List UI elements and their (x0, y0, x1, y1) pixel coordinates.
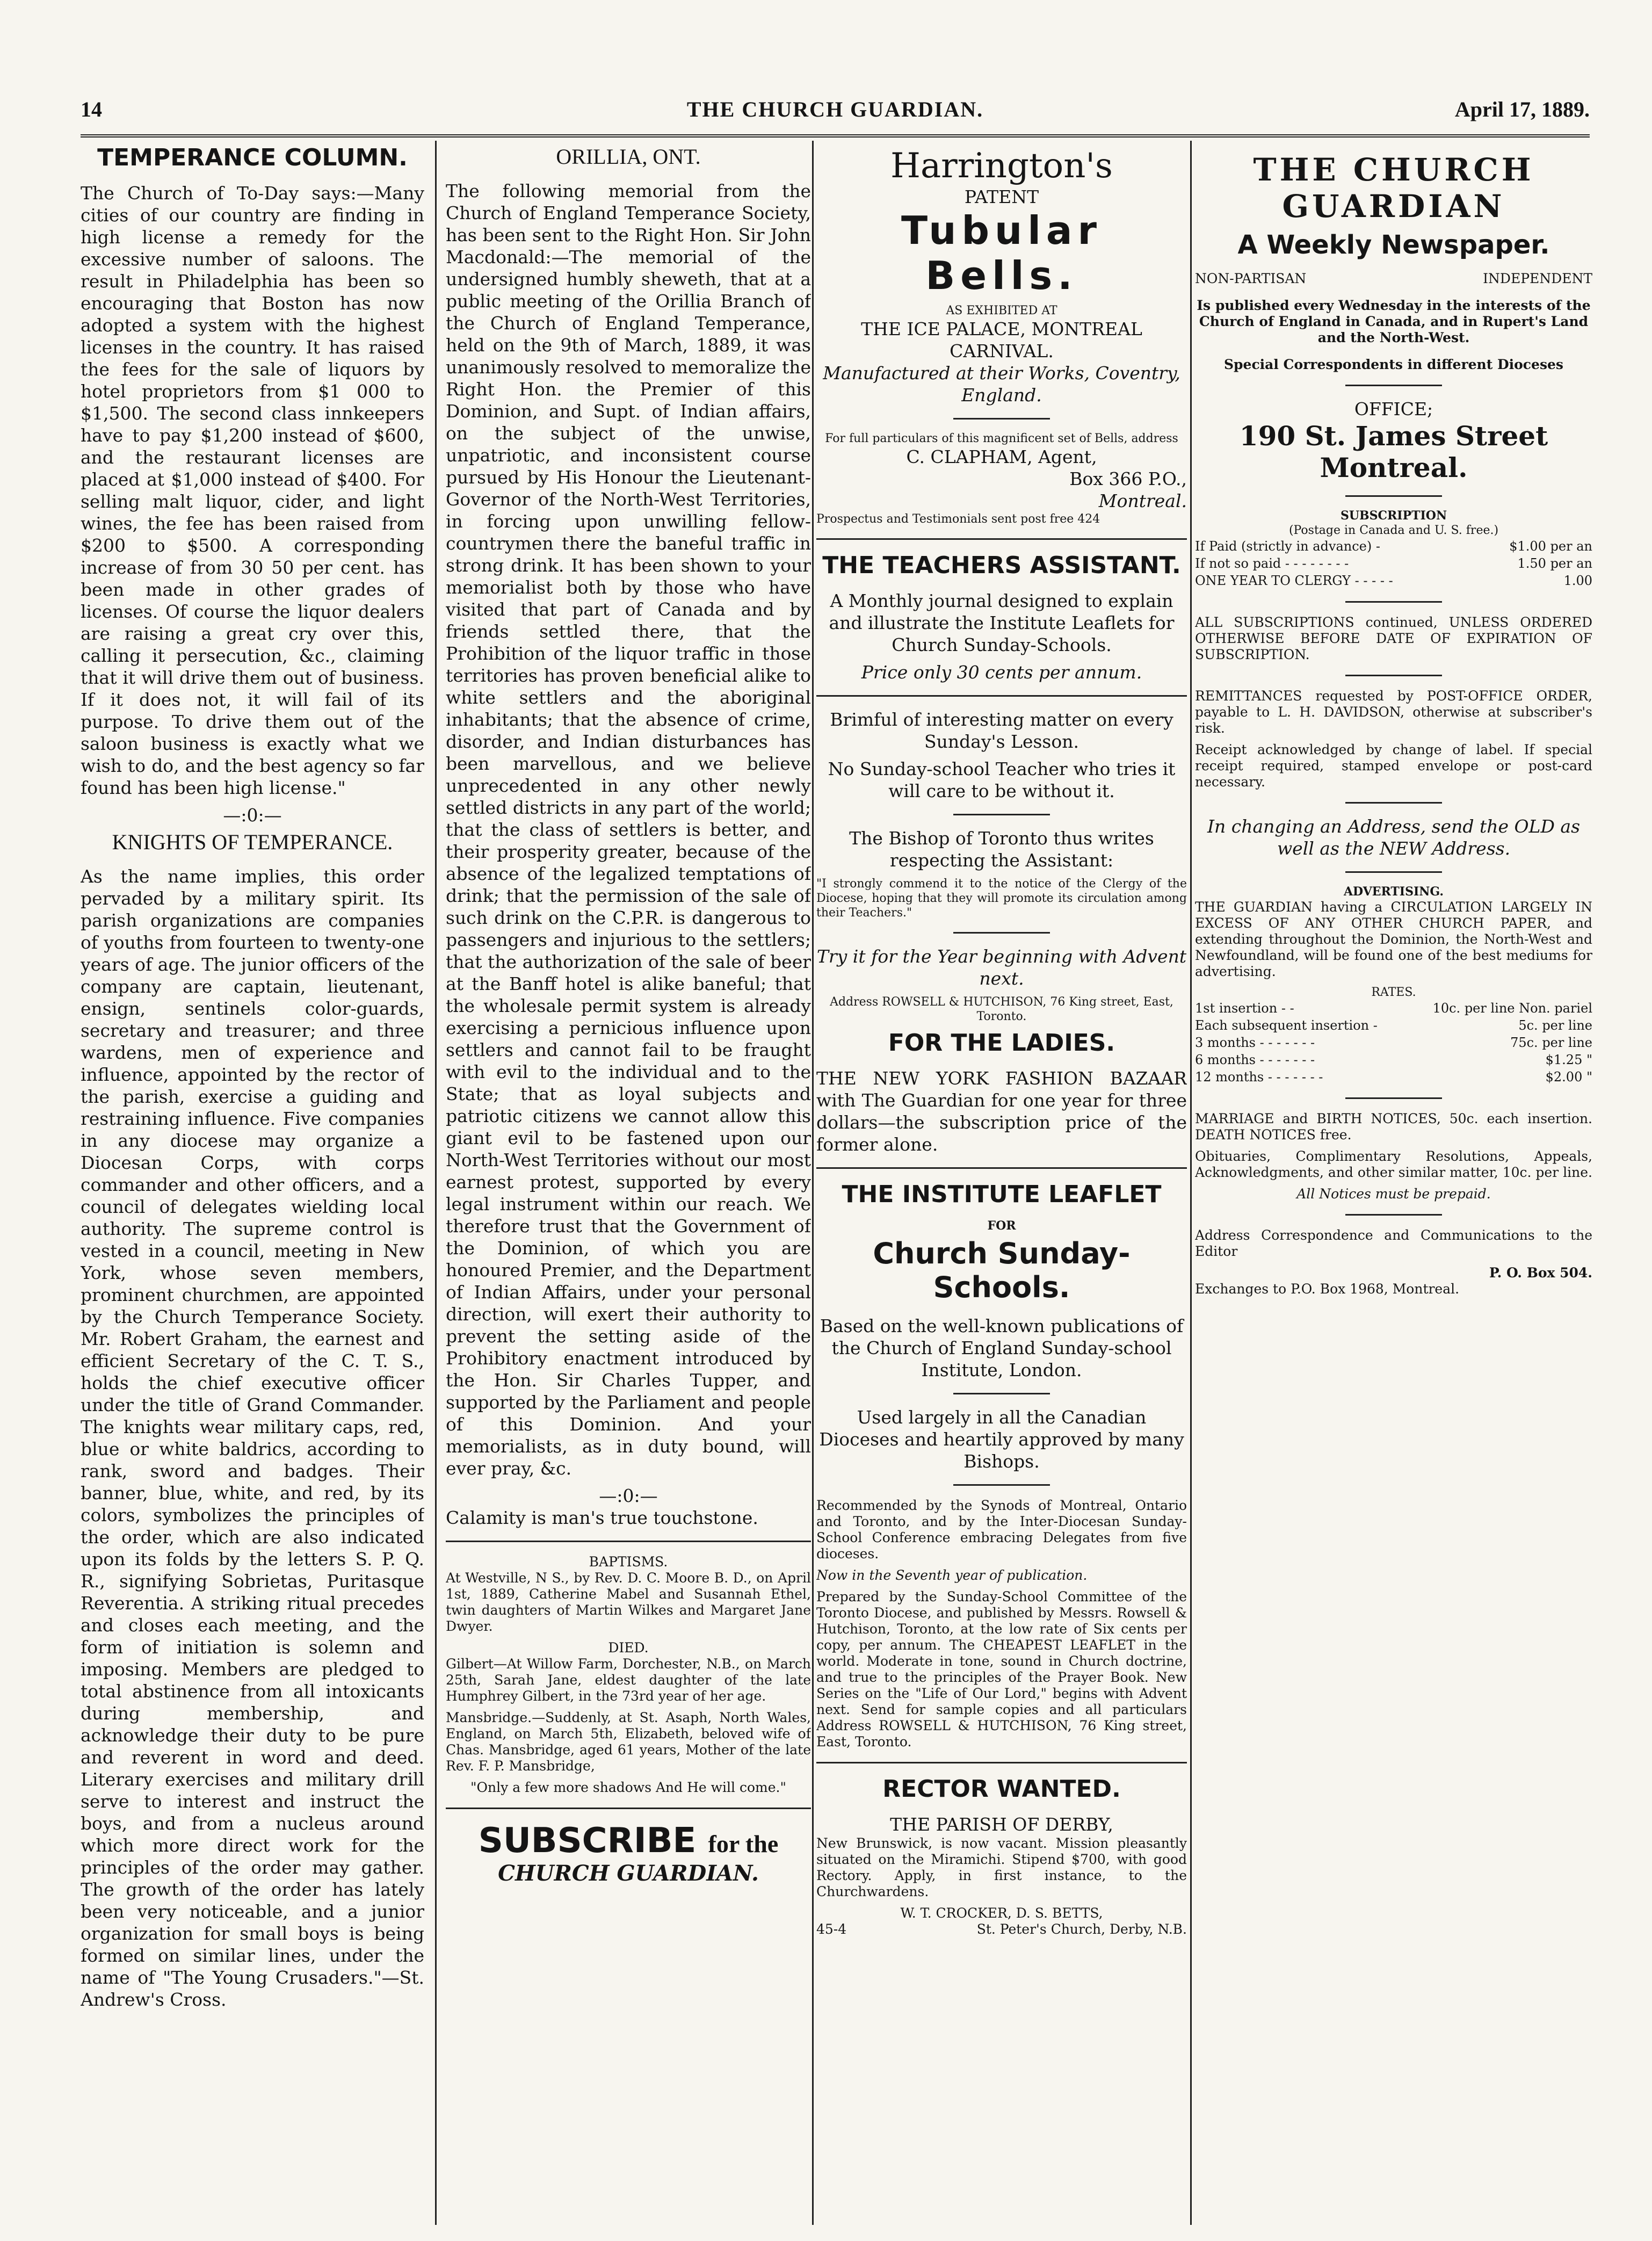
teachers-assistant-desc: A Monthly journal designed to explain and illustrate the Institute Leaflets for Church Sunday-Schools. (829, 590, 1175, 655)
teachers-assistant-price: Price only 30 cents per annum. (861, 662, 1142, 683)
rate-row (1195, 1051, 1592, 1068)
column-rule (435, 141, 437, 2225)
orillia-heading: ORILLIA, ONT. (556, 144, 701, 169)
agent-city: Montreal. (1098, 490, 1187, 511)
rowsell-address: Address ROWSELL & HUTCHISON, 76 King street, East, Toronto. (830, 995, 1173, 1023)
rate-row (1195, 1000, 1592, 1017)
institute-leaflet-heading: THE INSTITUTE LEAFLET (842, 1181, 1162, 1208)
divider (816, 695, 1187, 697)
teachers-assistant-heading: THE TEACHERS ASSISTANT. (822, 552, 1181, 579)
baptisms-heading: BAPTISMS. (589, 1554, 668, 1570)
subs-value: $1.00 per an (1509, 539, 1592, 554)
institute-recommended: Recommended by the Synods of Montreal, Ontario and Toronto, and by the Inter-Diocesan Sunday-School Conference embracing Delegates from five dioceses. (816, 1498, 1187, 1562)
advertising-heading: ADVERTISING. (1343, 885, 1444, 899)
rates-heading: RATES. (1371, 986, 1416, 999)
divider (1345, 495, 1442, 497)
all-subscriptions: ALL SUBSCRIPTIONS continued, UNLESS ORDERED OTHERWISE BEFORE DATE OF EXPIRATION OF SUBSCRIPTION. (1195, 615, 1592, 662)
divider (1345, 675, 1442, 676)
died-heading: DIED. (608, 1640, 649, 1656)
subscribe-for: for the (708, 1830, 779, 1857)
column-rule (1190, 141, 1192, 2225)
masthead: THE CHURCH GUARDIAN (1253, 151, 1534, 225)
divider (953, 1484, 1050, 1486)
harrington-title: Harrington's (890, 146, 1113, 186)
weekly-newspaper: A Weekly Newspaper. (1237, 230, 1550, 260)
running-head (81, 91, 1590, 138)
parish-derby: THE PARISH OF DERBY, (890, 1814, 1113, 1835)
baptisms-notice: At Westville, N S., by Rev. D. C. Moore B. D., on April 1st, 1889, Catherine Mabel and Susannah Ethel, twin daughters of Martin Wilkes and Margaret Jane Dwyer. (446, 1570, 811, 1634)
institute-seventh-year: Now in the Seventh year of publication. (816, 1567, 1088, 1583)
subscribe-paper: CHURCH GUARDIAN. (498, 1861, 759, 1886)
divider (816, 538, 1187, 540)
obituaries: Obituaries, Complimentary Resolutions, Appeals, Acknowledgments, and other similar matter, 10c. per line. (1195, 1148, 1592, 1180)
rate-value: 75c. per line (1510, 1035, 1592, 1050)
rate-value: $1.25 " (1545, 1052, 1592, 1067)
prepaid-note: All Notices must be prepaid. (1296, 1186, 1491, 1202)
subscription-heading: SUBSCRIPTION (1340, 509, 1447, 523)
teachers-assistant-brimful: Brimful of interesting matter on every Sunday's Lesson. (830, 709, 1173, 752)
orillia-memorial: The following memorial from the Church of England Temperance Society, has been sent to the Right Hon. Sir John Macdonald:—The memorial of the undersigned humbly sheweth, that at a public meeting of the Orillia Branch of the Church of England Temperance, held on the 9th of March, 1889, it was unanimously resolved to memoralize the Right Hon. the Premier of this Dominion, and Supt. of Indian affairs, on the subject of the unwise, unpatriotic, and inconsistent course pursued by His Honour the Lieutenant-Governor of the North-West Territories, in forcing upon unwilling fellow-countrymen there the baneful traffic in strong drink. It has been shown to your memorialist both by those who have visited that part of Canada and by friends settled there, that the Prohibition of the liquor traffic in those territories has proven beneficial alike to white settlers and the aboriginal inhabitants; that the absence of crime, disorder, and Indian disturbances has been marvellous, and we believe unprecedented in any other newly settled districts in any part of the world; that the class of settlers is better, and their prosperity greater, because of the absence of the legalized temptations of drink; that the permission of the sale of such drink on the C.P.R. is dangerous to passengers and injurious to the settlers; that the authorization of the sale of beer at the Banff hotel is alike baneful; that the wholesale permit system is already exercising a pernicious influence upon settlers and cannot fail to be fraught with evil to the individual and to the State; that as loyal subjects and patriotic citizens we cannot allow this giant evil to be fastened upon our North-West Territories without our most earnest protest, supported by every legal instrument within our reach. We therefore trust that the Government of the Dominion, of which you are honoured Premier, and the Department of Indian Affairs, under your personal direction, will exert their authority to prevent the setting aside of the Prohibitory enactment introduced by the Hon. Sir Charles Tupper, and supported by the Parliament and people of this Dominion. And your memorialists, as in duty bound, will ever pray, &c. (446, 180, 811, 1479)
try-it-line: Try it for the Year beginning with Advent next. (816, 946, 1187, 989)
divider (1345, 1214, 1442, 1216)
po-box: P. O. Box 504. (1489, 1265, 1592, 1281)
tagline (1195, 271, 1592, 287)
column-guardian-info (1195, 141, 1592, 2225)
sunday-schools-title: Church Sunday-Schools. (873, 1237, 1131, 1304)
divider (446, 1541, 811, 1542)
editor-address: Address Correspondence and Communications to the Editor (1195, 1227, 1592, 1259)
advertising-text: THE GUARDIAN having a CIRCULATION LARGELY IN EXCESS OF ANY OTHER CHURCH PAPER, and extending throughout the Dominion, the North-West and Newfoundland, will be found one of the best mediums for advertising. (1195, 899, 1592, 979)
exchanges: Exchanges to P.O. Box 1968, Montreal. (1195, 1281, 1460, 1297)
receipt-line: Receipt acknowledged by change of label. If special receipt required, stamped envelope or post-card necessary. (1195, 742, 1592, 790)
subs-row (1195, 555, 1592, 572)
rate-row (1195, 1017, 1592, 1034)
newspaper-title: THE CHURCH GUARDIAN. (686, 97, 984, 121)
postage-line: (Postage in Canada and U. S. free.) (1288, 524, 1499, 537)
tubular-bells-title: Tubular Bells. (901, 208, 1103, 298)
ladies-ad: THE NEW YORK FASHION BAZAAR with The Guardian for one year for three dollars—the subscription price of the former alone. (816, 1068, 1187, 1155)
prospectus-line: Prospectus and Testimonials sent post free 424 (816, 512, 1100, 526)
particulars-line: For full particulars of this magnificent set of Bells, address (825, 432, 1178, 445)
rate-label: Each subsequent insertion - (1195, 1018, 1378, 1033)
remittances: REMITTANCES requested by POST-OFFICE ORDER, payable to L. H. DAVIDSON, otherwise at subscriber's risk. (1195, 688, 1592, 736)
column-ads (816, 141, 1187, 2225)
rate-row (1195, 1068, 1592, 1086)
separator: —:0:— (599, 1485, 658, 1506)
patent-label: PATENT (964, 186, 1039, 207)
derby-church: St. Peter's Church, Derby, N.B. (976, 1921, 1187, 1937)
column-rule (812, 141, 814, 2225)
divider (1345, 871, 1442, 873)
divider (816, 1762, 1187, 1763)
rate-label: 3 months - - - - - - - (1195, 1035, 1315, 1050)
divider (446, 1808, 811, 1809)
knights-article: As the name implies, this order pervaded by a military spirit. Its parish organizations are companies of youths from fourteen to twenty-one years of age. The junior officers of the company are captain, lieutenant, ensign, sentinels color-guards, secretary and treasurer; and three wardens, men of experience and influence, appointed by the rector of the parish, exercise a guiding and restraining influence. Five companies in any diocese may organize a Diocesan Corps, with corps commander and other officers, and a council of delegates wielding local authority. The supreme control is vested in a council, meeting in New York, whose seven members, prominent churchmen, are appointed by the Church Temperance Society. Mr. Robert Graham, the earnest and efficient Secretary of the C. T. S., holds the chief executive officer under the title of Grand Commander. The knights wear military caps, red, blue or white baldrics, according to rank, sword and badges. Their banner, blue, white, and red, by its colors, symbolizes the principles of the order, which are also indicated upon its folds by the letters S. P. Q. R., signifying Sobrietas, Puritasque Reverentia. A striking ritual precedes and closes each meeting, and the form of initiation is solemn and imposing. Members are pledged to total abstinence from all intoxicants during membership, and acknowledge their duty to be pure and reverent in word and deed. Literary exercises and military drill serve to interest and instruct the boys, and from a nucleus around which more direct work for the principles of the order may gather. The growth of the order has lately been very noticeable, and a junior organization for small boys is being formed on similar lines, under the name of "The Young Crusaders."—St. Andrew's Cross. (81, 866, 424, 2010)
rate-label: 6 months - - - - - - - (1195, 1052, 1315, 1067)
quote-line: "Only a few more shadows And He will come." (470, 1780, 786, 1795)
published-line: Is published every Wednesday in the interests of the Church of England in Canada, and in Rupert's Land and the North-West. (1197, 298, 1591, 345)
non-partisan: NON-PARTISAN (1195, 271, 1307, 286)
agent-name: C. CLAPHAM, Agent, (906, 446, 1097, 467)
divider (1345, 1097, 1442, 1099)
divider (1345, 385, 1442, 386)
subs-value: 1.50 per an (1517, 556, 1592, 571)
rate-value: 10c. per line Non. pariel (1432, 1001, 1592, 1016)
died-notice-mansbridge: Mansbridge.—Suddenly, at St. Asaph, North Wales, England, on March 5th, Elizabeth, beloved wife of Chas. Mansbridge, aged 61 years, Mother of the late Rev. F. P. Mansbridge, (446, 1710, 811, 1774)
rector-wanted-heading: RECTOR WANTED. (882, 1775, 1121, 1803)
subs-label: ONE YEAR TO CLERGY - - - - - (1195, 573, 1393, 588)
subs-label: If not so paid - - - - - - - - (1195, 556, 1349, 571)
subscribe-banner (446, 1821, 811, 1861)
divider (1345, 802, 1442, 804)
rate-label: 1st insertion - - (1195, 1001, 1294, 1016)
column-temperance (81, 141, 424, 2225)
divider (953, 814, 1050, 815)
rate-label: 12 months - - - - - - - (1195, 1069, 1323, 1085)
agent-box: Box 366 P.O., (1069, 468, 1187, 489)
divider (953, 1393, 1050, 1394)
derby-notice: New Brunswick, is now vacant. Mission pleasantly situated on the Miramichi. Stipend $700, with good Rectory. Apply, in first instance, to the Churchwardens. (816, 1835, 1187, 1899)
manufactured-line: Manufactured at their Works, Coventry, England. (823, 363, 1180, 406)
churchwardens: W. T. CROCKER, D. S. BETTS, (900, 1905, 1103, 1921)
marriage-notices: MARRIAGE and BIRTH NOTICES, 50c. each insertion. DEATH NOTICES free. (1195, 1111, 1592, 1143)
column-orillia (446, 141, 811, 2225)
institute-based-on: Based on the well-known publications of the Church of England Sunday-school Institute, London. (820, 1315, 1184, 1380)
ad-number: 45-4 (816, 1921, 847, 1937)
exhibited-label: AS EXHIBITED AT (946, 304, 1057, 317)
teachers-assistant-nosunday: No Sunday-school Teacher who tries it will care to be without it. (828, 758, 1176, 801)
office-label: OFFICE; (1354, 399, 1433, 420)
separator: —:0:— (223, 805, 282, 826)
divider (1345, 601, 1442, 603)
page-number: 14 (81, 97, 102, 121)
rate-value: $2.00 " (1545, 1069, 1592, 1085)
divider (953, 932, 1050, 934)
subscribe-word: SUBSCRIBE (478, 1821, 697, 1861)
divider (816, 1167, 1187, 1169)
institute-prepared: Prepared by the Sunday-School Committee of the Toronto Diocese, and published by Messrs. Rowsell & Hutchison, Toronto, at the low rate of Six cents per copy, per annum. The CHEAPEST LEAFLET in the world. Moderate in tone, sound in Church doctrine, and true to the principles of the Prayer Book. New Series on the "Life of Our Lord," begins with Advent next. Send for sample copies and all particulars Address ROWSELL & HUTCHISON, 76 King street, East, Toronto. (816, 1589, 1187, 1750)
subs-row (1195, 538, 1592, 555)
rate-value: 5c. per line (1518, 1018, 1592, 1033)
rate-row (1195, 1034, 1592, 1051)
changing-address: In changing an Address, send the OLD as well as the NEW Address. (1207, 816, 1581, 859)
independent: INDEPENDENT (1483, 271, 1592, 286)
special-correspondents: Special Correspondents in different Dioceses (1224, 357, 1563, 372)
church-today-article: The Church of To-Day says:—Many cities of our country are finding in high license a remedy for the excessive number of saloons. The result in Philadelphia has been so encouraging that Boston has now adopted a system with the highest licenses in the country. It has raised the fees for the sale of liquors by hotel proprietors from $1 000 to $1,500. The second class innkeepers have to pay $1,200 instead of $600, and the restaurant licenses are placed at $1,000 instead of $400. For selling malt liquor, cider, and light wines, the fee has been raised from $200 to $500. A corresponding increase of from 30 50 per cent. has been made in other grades of licenses. Of course the liquor dealers are raising a great cry over this, calling it persecution, &c., claiming that it will drive them out of business. If it does not, it will fail of its purpose. To drive them out of the saloon business is exactly what we wish to do, and the best agency so far found has been high license." (81, 183, 424, 798)
rates-list (1195, 1000, 1592, 1086)
died-notice-gilbert: Gilbert—At Willow Farm, Dorchester, N.B., on March 25th, Sarah Jane, eldest daughter of the late Humphrey Gilbert, in the 73rd year of her age. (446, 1656, 811, 1704)
bishop-line: The Bishop of Toronto thus writes respecting the Assistant: (849, 828, 1154, 871)
subs-value: 1.00 (1563, 573, 1592, 588)
issue-date: April 17, 1889. (1454, 97, 1590, 121)
subs-label: If Paid (strictly in advance) - (1195, 539, 1380, 554)
derby-footer (816, 1921, 1187, 1938)
institute-used: Used largely in all the Canadian Dioceses and heartily approved by many Bishops. (819, 1407, 1184, 1472)
ladies-heading: FOR THE LADIES. (888, 1029, 1115, 1057)
office-address: 190 St. James Street Montreal. (1239, 420, 1548, 483)
calamity-line: Calamity is man's true touchstone. (446, 1507, 758, 1528)
divider (953, 418, 1050, 420)
for-label: FOR (987, 1219, 1016, 1233)
bishop-quote: "I strongly commend it to the notice of the Clergy of the Diocese, hoping that they will promote its circulation among their Teachers." (816, 877, 1187, 920)
knights-heading: KNIGHTS OF TEMPERANCE. (112, 830, 393, 854)
subs-row (1195, 572, 1592, 589)
exhibited-venue: THE ICE PALACE, MONTREAL CARNIVAL. (861, 319, 1142, 362)
temperance-heading: TEMPERANCE COLUMN. (97, 144, 408, 171)
